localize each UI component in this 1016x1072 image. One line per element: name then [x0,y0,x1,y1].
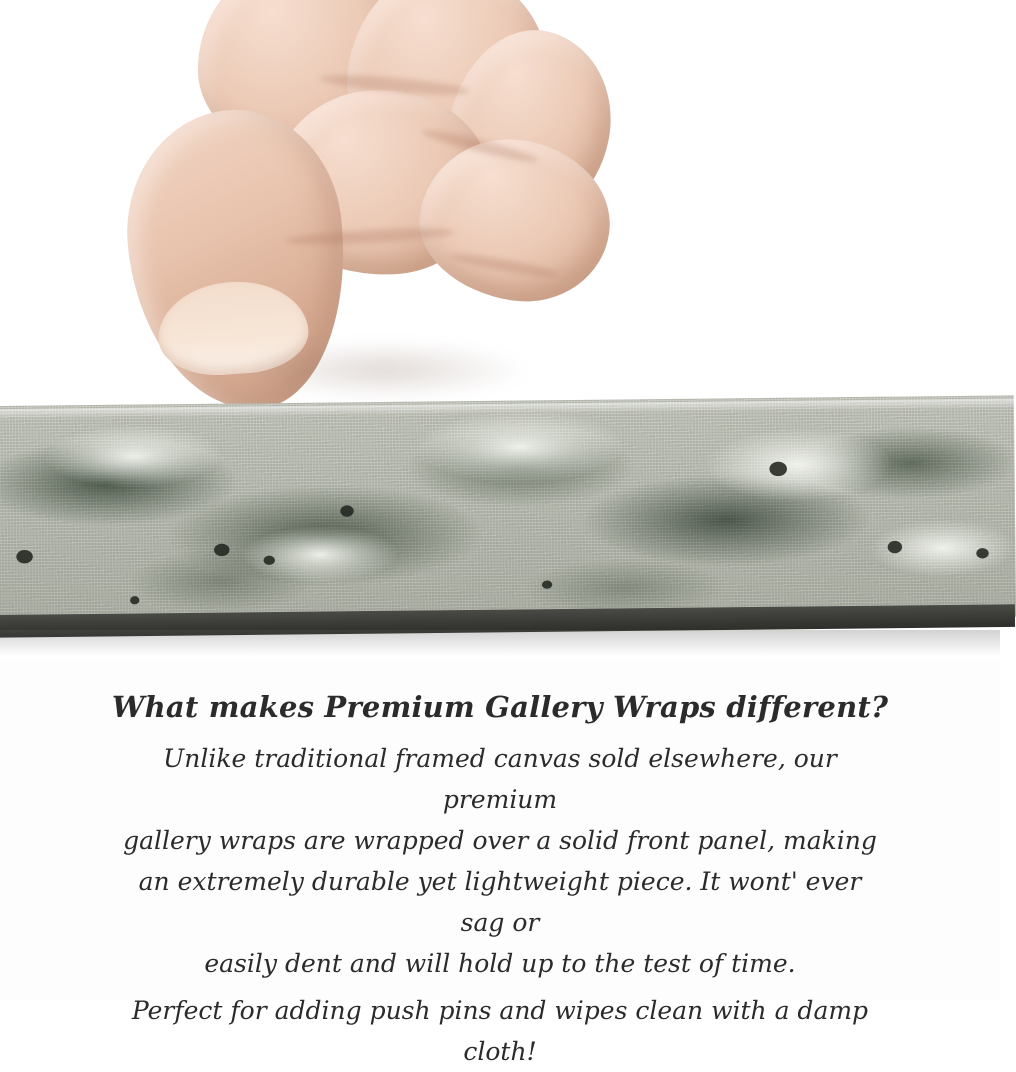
caption-line: gallery wraps are wrapped over a solid front panel, making [123,826,877,855]
canvas-speck [769,462,787,477]
canvas-wrap-edge [0,395,1016,627]
canvas-speck [976,548,988,558]
canvas-drop-shadow [0,630,1000,656]
caption-body [0,738,1000,1072]
canvas-speck [130,596,139,604]
caption-line: Unlike traditional framed canvas sold elsewhere, our premium [163,744,837,814]
canvas-speck [16,550,33,564]
hand-shadow [240,340,530,400]
canvas-speck [340,505,354,516]
canvas-speck [264,556,275,565]
hand-illustration [120,0,590,430]
canvas-speck [542,580,552,588]
caption-heading: What makes Premium Gallery Wraps different? [111,690,889,724]
canvas-speck [888,541,903,554]
caption-final-line: Perfect for adding push pins and wipes clean with a damp cloth! [131,996,869,1066]
caption-line: easily dent and will hold up to the test of time. [204,949,796,978]
canvas-speck [214,544,230,557]
caption-block [0,690,1000,1072]
caption-line: an extremely durable yet lightweight piece. It wont' ever sag or [138,867,862,937]
